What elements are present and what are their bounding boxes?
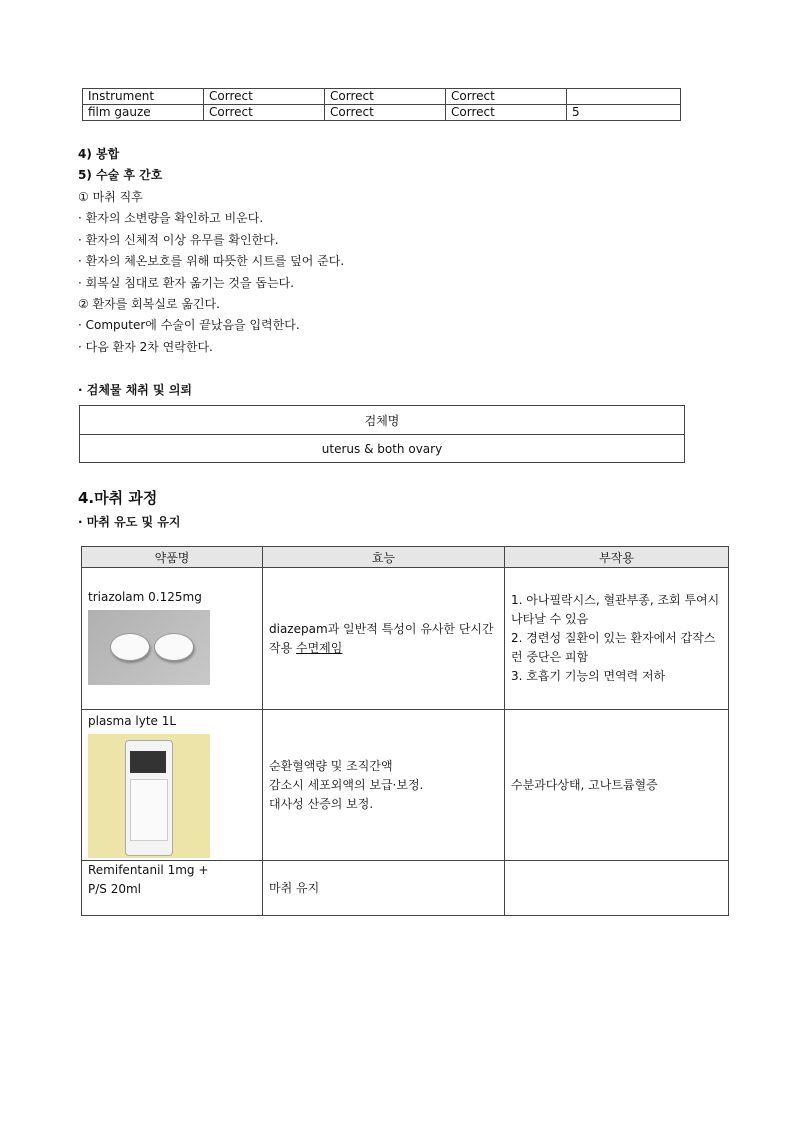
table-row bbox=[80, 435, 685, 463]
table-cell: Correct bbox=[325, 105, 446, 121]
side-effect-cell bbox=[505, 568, 729, 710]
drug-effect-cell bbox=[263, 568, 505, 710]
section-heading: 4.마취 과정 bbox=[78, 489, 158, 507]
drug-name-cell bbox=[82, 861, 263, 916]
specimen-header: 검체명 bbox=[80, 406, 685, 435]
drug-name: Remifentanil 1mg + bbox=[88, 863, 209, 877]
table-row bbox=[82, 861, 729, 916]
table-cell: film gauze bbox=[83, 105, 204, 121]
drug-effect-cell: 마취 유지 bbox=[263, 861, 505, 916]
list-item: · 환자의 소변량을 확인하고 비운다. bbox=[78, 211, 264, 225]
drug-name-cell bbox=[82, 710, 263, 861]
drug-effect-line: 순환혈액량 및 조직간액 bbox=[269, 758, 393, 773]
list-item: · 다음 환자 2차 연락한다. bbox=[78, 340, 213, 354]
drug-name: triazolam 0.125mg bbox=[88, 590, 202, 604]
table-cell: 5 bbox=[567, 105, 681, 121]
side-effect-cell bbox=[505, 861, 729, 916]
column-header: 부작용 bbox=[505, 547, 729, 568]
drug-effect: diazepam과 일반적 특성이 유사한 단시간 작용 bbox=[269, 621, 494, 655]
section-postop-care: 5) 수술 후 간호 bbox=[78, 168, 163, 182]
table-cell: Correct bbox=[204, 105, 325, 121]
list-item: · 환자의 신체적 이상 유무를 확인한다. bbox=[78, 233, 279, 247]
list-item: · 환자의 체온보호를 위해 따뜻한 시트를 덮어 준다. bbox=[78, 254, 345, 268]
side-effect-item: 2. 경련성 질환이 있는 환자에서 갑작스런 중단은 피함 bbox=[511, 631, 716, 664]
count-table bbox=[82, 88, 681, 121]
table-row bbox=[83, 89, 681, 105]
drug-effect-cell bbox=[263, 710, 505, 861]
section-integration: 4) 봉합 bbox=[78, 147, 120, 161]
table-row bbox=[83, 105, 681, 121]
iv-bag-shape bbox=[125, 740, 173, 856]
drug-name: P/S 20ml bbox=[88, 882, 142, 896]
triazolam-pill-image bbox=[88, 610, 210, 685]
specimen-title: · 검체물 채취 및 의뢰 bbox=[78, 383, 193, 397]
iv-bag-image bbox=[88, 734, 210, 858]
pill-shape bbox=[154, 633, 194, 661]
specimen-table bbox=[79, 405, 685, 463]
table-cell: Correct bbox=[204, 89, 325, 105]
drug-name-cell bbox=[82, 568, 263, 710]
list-item: · 회복실 침대로 환자 옮기는 것을 돕는다. bbox=[78, 276, 294, 290]
table-header-row bbox=[82, 547, 729, 568]
drug-table bbox=[81, 546, 729, 916]
step2-title: ② 환자를 회복실로 옮긴다. bbox=[78, 297, 220, 311]
table-row bbox=[82, 568, 729, 710]
list-item: · Computer에 수술이 끝났음을 입력한다. bbox=[78, 318, 300, 332]
specimen-value: uterus & both ovary bbox=[80, 435, 685, 463]
side-effect-cell: 수분과다상태, 고나트륨혈증 bbox=[505, 710, 729, 861]
step1-title: ① 마취 직후 bbox=[78, 190, 143, 204]
iv-bag-label bbox=[130, 751, 166, 773]
column-header: 효능 bbox=[263, 547, 505, 568]
side-effect-item: 1. 아나필락시스, 혈관부종, 조회 투여시 나타날 수 있음 bbox=[511, 593, 720, 626]
drug-effect-line: 감소시 세포외액의 보급·보정. bbox=[269, 777, 424, 792]
table-cell: Correct bbox=[446, 89, 567, 105]
pill-shape bbox=[110, 633, 150, 661]
table-cell: Correct bbox=[325, 89, 446, 105]
side-effect-item: 3. 호흡기 기능의 면역력 저하 bbox=[511, 669, 666, 683]
table-cell: Instrument bbox=[83, 89, 204, 105]
table-cell: Correct bbox=[446, 105, 567, 121]
iv-bag-body bbox=[130, 779, 168, 841]
table-row bbox=[80, 406, 685, 435]
subheading: · 마취 유도 및 유지 bbox=[78, 515, 181, 529]
column-header: 약품명 bbox=[82, 547, 263, 568]
table-row bbox=[82, 710, 729, 861]
drug-name: plasma lyte 1L bbox=[88, 714, 177, 728]
drug-effect-line: 대사성 산증의 보정. bbox=[269, 796, 374, 811]
drug-effect-emphasis: 수면제임 bbox=[296, 640, 343, 655]
table-cell bbox=[567, 89, 681, 105]
